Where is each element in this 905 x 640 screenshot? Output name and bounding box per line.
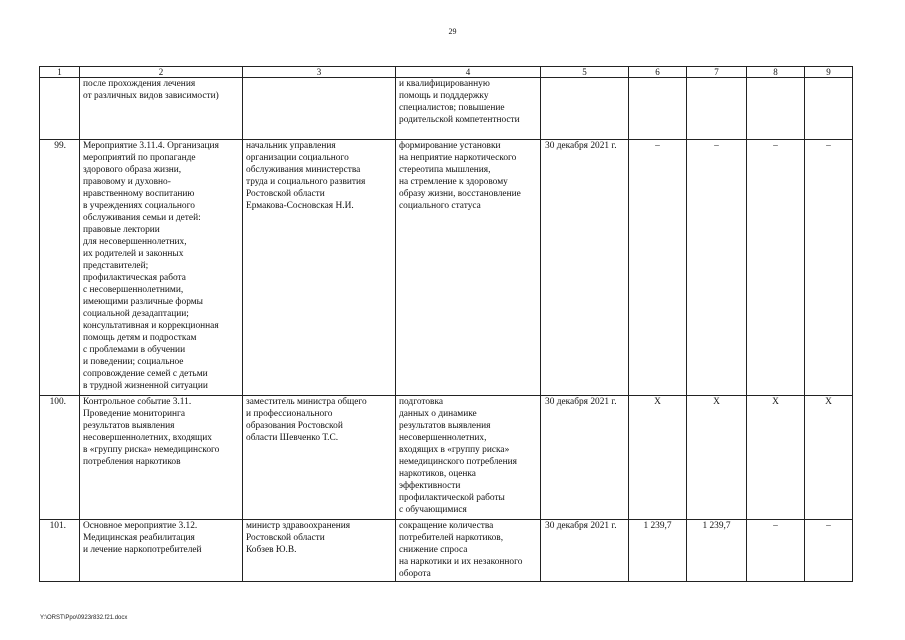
responsible-cell: министр здравоохранения Ростовской области Кобзев Ю.В.	[243, 520, 396, 582]
column-header: 9	[805, 67, 853, 78]
column-header: 6	[629, 67, 687, 78]
measure-cell: после прохождения лечения от различных видов зависимости)	[80, 78, 243, 140]
value-cell: –	[687, 140, 747, 396]
result-cell: подготовка данных о динамике результатов выявления несовершеннолетних, входящих в «группу риска» немедицинского потребления наркотиков, оценка эффективности профилактической работы с обучающимися	[396, 396, 541, 520]
column-header: 3	[243, 67, 396, 78]
column-header: 5	[541, 67, 629, 78]
table-row	[40, 396, 853, 520]
date-cell: 30 декабря 2021 г.	[541, 140, 629, 396]
row-number: 100.	[40, 396, 80, 520]
value-cell	[747, 78, 805, 140]
column-header: 2	[80, 67, 243, 78]
row-number: 101.	[40, 520, 80, 582]
date-cell: 30 декабря 2021 г.	[541, 520, 629, 582]
value-cell	[805, 78, 853, 140]
value-cell: X	[687, 396, 747, 520]
date-cell: 30 декабря 2021 г.	[541, 396, 629, 520]
responsible-cell	[243, 78, 396, 140]
column-header: 7	[687, 67, 747, 78]
column-header: 8	[747, 67, 805, 78]
column-number-row	[40, 67, 853, 78]
value-cell	[687, 78, 747, 140]
value-cell: X	[629, 396, 687, 520]
column-header: 4	[396, 67, 541, 78]
responsible-cell: заместитель министра общего и профессионального образования Ростовской области Шевченко Т.С.	[243, 396, 396, 520]
measure-cell: Мероприятие 3.11.4. Организация мероприятий по пропаганде здорового образа жизни, правовому и духовно- нравственному воспитанию в учреждениях социального обслуживания семьи и детей: правовые лектории для несовершеннолетних, их родителей и законных представителей; профилактическая работа с несовершеннолетними, имеющими различные формы социальной дезадаптации; консультативная и коррекционная помощь детям и подросткам с проблемами в обучении и поведении; социальное сопровождение семей с детьми в трудной жизненной ситуации	[80, 140, 243, 396]
table-row	[40, 140, 853, 396]
responsible-cell: начальник управления организации социального обслуживания министерства труда и социального развития Ростовской области Ермакова-Сосновская Н.И.	[243, 140, 396, 396]
value-cell: –	[805, 520, 853, 582]
column-header: 1	[40, 67, 80, 78]
value-cell: X	[747, 396, 805, 520]
value-cell: –	[747, 520, 805, 582]
value-cell: –	[805, 140, 853, 396]
table-row	[40, 78, 853, 140]
page-number: 29	[448, 27, 457, 36]
file-path-footer: Y:\ORST\Ppo\0923r832.f21.docx	[40, 615, 128, 621]
row-number	[40, 78, 80, 140]
value-cell	[629, 78, 687, 140]
measure-cell: Контрольное событие 3.11. Проведение мониторинга результатов выявления несовершеннолетних, входящих в «группу риска» немедицинского потребления наркотиков	[80, 396, 243, 520]
row-number: 99.	[40, 140, 80, 396]
result-cell: формирование установки на неприятие наркотического стереотипа мышления, на стремление к здоровому образу жизни, восстановление социального статуса	[396, 140, 541, 396]
value-cell: 1 239,7	[687, 520, 747, 582]
value-cell: X	[805, 396, 853, 520]
value-cell: –	[629, 140, 687, 396]
table-row	[40, 520, 853, 582]
value-cell: 1 239,7	[629, 520, 687, 582]
value-cell: –	[747, 140, 805, 396]
result-cell: сокращение количества потребителей наркотиков, снижение спроса на наркотики и их незаконного оборота	[396, 520, 541, 582]
result-cell: и квалифицированную помощь и подддержку специалистов; повышение родительской компетентности	[396, 78, 541, 140]
date-cell	[541, 78, 629, 140]
measure-cell: Основное мероприятие 3.12. Медицинская реабилитация и лечение наркопотребителей	[80, 520, 243, 582]
plan-table	[39, 66, 853, 582]
